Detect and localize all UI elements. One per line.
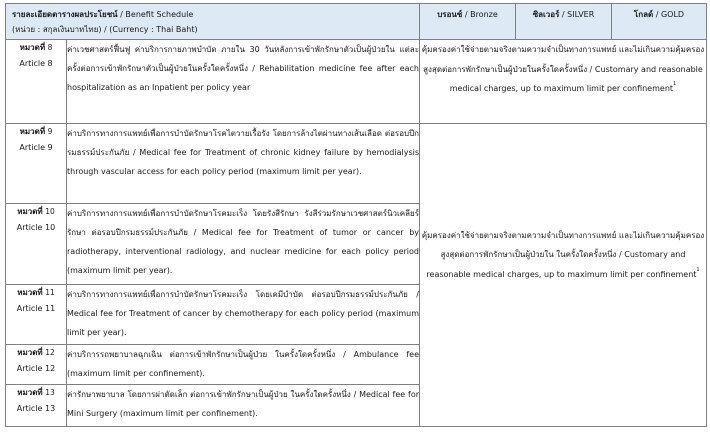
benefit-schedule-table	[5, 3, 707, 427]
article-label-en: Article 8	[19, 59, 53, 68]
table-header-row	[6, 4, 707, 40]
coverage-cell	[420, 40, 707, 124]
benefit-schedule-header	[6, 4, 420, 40]
article-cell	[6, 285, 67, 345]
coverage-text: คุ้มครองค่าใช้จ่ายตามจริงตามความจำเป็นทางการแพทย์ และไม่เกินความคุ้มครองสูงสุดต่อการพักรักษาเป็นผู้ป่วยใน ในครั้งใดครั้งหนึ่ง / Customary and reasonable medical charges, up to maximum limit per confinement	[421, 230, 705, 279]
article-label-en: Article 12	[16, 364, 56, 373]
article-number: 13	[45, 388, 55, 397]
article-label-th: หมวดที่	[19, 127, 46, 136]
plan-name-en: / SILVER	[559, 10, 595, 19]
table-row	[6, 124, 707, 204]
benefit-description: ค่ารักษาพยาบาล โดยการผ่าตัดเล็ก ต่อการเข้าพักรักษาเป็นผู้ป่วย ในครั้งใดครั้งหนึ่ง / Medical fee for Mini Surgery (maximum limit per confinement).	[67, 385, 420, 427]
benefit-description: ค่าเวชศาสตร์ฟื้นฟู ค่าบริการกายภาพบำบัด ภายใน 30 วันหลังการเข้าพักรักษาตัวเป็นผู้ป่วยใน แต่ละครั้งต่อการเข้าพักรักษาตัวเป็นผู้ป่วยในครั้งใดครั้งหนึ่ง / Rehabilitation medicine fee after each hospitalization as an Inpatient per policy year	[67, 40, 420, 124]
coverage-cell	[420, 124, 707, 427]
benefit-schedule-title-th: รายละเอียดตารางผลประโยชน์	[12, 10, 118, 19]
article-number: 10	[45, 207, 55, 216]
article-number: 8	[47, 43, 53, 52]
plan-header-bronze	[420, 4, 516, 40]
article-label-th: หมวดที่	[19, 43, 46, 52]
article-cell	[6, 345, 67, 385]
benefit-description: ค่าบริการรถพยาบาลฉุกเฉิน ต่อการเข้าพักรักษาเป็นผู้ป่วย ในครั้งใดครั้งหนึ่ง / Ambulance fee (maximum limit per confinement).	[67, 345, 420, 385]
article-number: 9	[47, 127, 53, 136]
currency-note-en: / (Currency : Thai Baht)	[101, 25, 198, 34]
plan-header-gold	[612, 4, 707, 40]
article-label-en: Article 11	[16, 304, 56, 313]
article-label-th: หมวดที่	[17, 348, 43, 357]
coverage-footnote-ref: 1	[696, 266, 700, 273]
article-label-en: Article 13	[16, 404, 56, 413]
benefit-schedule-title-en: / Benefit Schedule	[117, 10, 194, 19]
article-cell	[6, 124, 67, 204]
benefit-description: ค่าบริการทางการแพทย์เพื่อการบำบัดรักษาโรคมะเร็ง โดยเคมีบำบัด ต่อรอบปีกรมธรรม์ประกันภัย / Medical fee for Treatment of cancer by chemotherapy for each policy period (maximum limit per year).	[67, 285, 420, 345]
article-cell	[6, 204, 67, 285]
plan-name-th: ซิลเวอร์	[532, 10, 560, 19]
benefit-description: ค่าบริการทางการแพทย์เพื่อการบำบัดรักษาโรคมะเร็ง โดยรังสีรักษา รังสีร่วมรักษาเวชศาสตร์นิวเคลียร์รักษา ต่อรอบปีกรมธรรม์ประกันภัย / Medical fee for Treatment of tumor or cancer by radiotherapy, interventional radiology, and nuclear medicine for each policy period (maximum limit per year).	[67, 204, 420, 285]
plan-name-en: / GOLD	[653, 10, 685, 19]
article-label-th: หมวดที่	[17, 207, 43, 216]
article-label-th: หมวดที่	[17, 388, 43, 397]
article-label-en: Article 9	[19, 143, 53, 152]
plan-name-en: / Bronze	[462, 10, 498, 19]
article-label-th: หมวดที่	[17, 288, 43, 297]
plan-header-silver	[516, 4, 612, 40]
plan-name-th: บรอนซ์	[437, 10, 463, 19]
table-row	[6, 40, 707, 124]
coverage-footnote-ref: 1	[673, 81, 677, 87]
article-cell	[6, 40, 67, 124]
benefit-description: ค่าบริการทางการแพทย์เพื่อการบำบัดรักษาโรคไตวายเรื้อรัง โดยการล้างไตผ่านทางเส้นเลือด ต่อรอบปีกรมธรรม์ประกันภัย / Medical fee for Treatment of chronic kidney failure by hemodialysis through vascular access for each policy period (maximum limit per year).	[67, 124, 420, 204]
article-cell	[6, 385, 67, 427]
article-label-en: Article 10	[16, 223, 56, 232]
article-number: 12	[45, 348, 55, 357]
article-number: 11	[45, 288, 55, 297]
plan-name-th: โกลด์	[633, 10, 654, 19]
coverage-text: คุ้มครองค่าใช้จ่ายตามจริงตามความจำเป็นทางการแพทย์ และไม่เกินความคุ้มครองสูงสุดต่อการพักรักษาเป็นผู้ป่วยในครั้งใดครั้งหนึ่ง / Customary and reasonable medical charges, up to maximum limit per confinement	[421, 45, 705, 93]
currency-note-th: (หน่วย : สกุลเงินบาทไทย)	[12, 25, 102, 34]
